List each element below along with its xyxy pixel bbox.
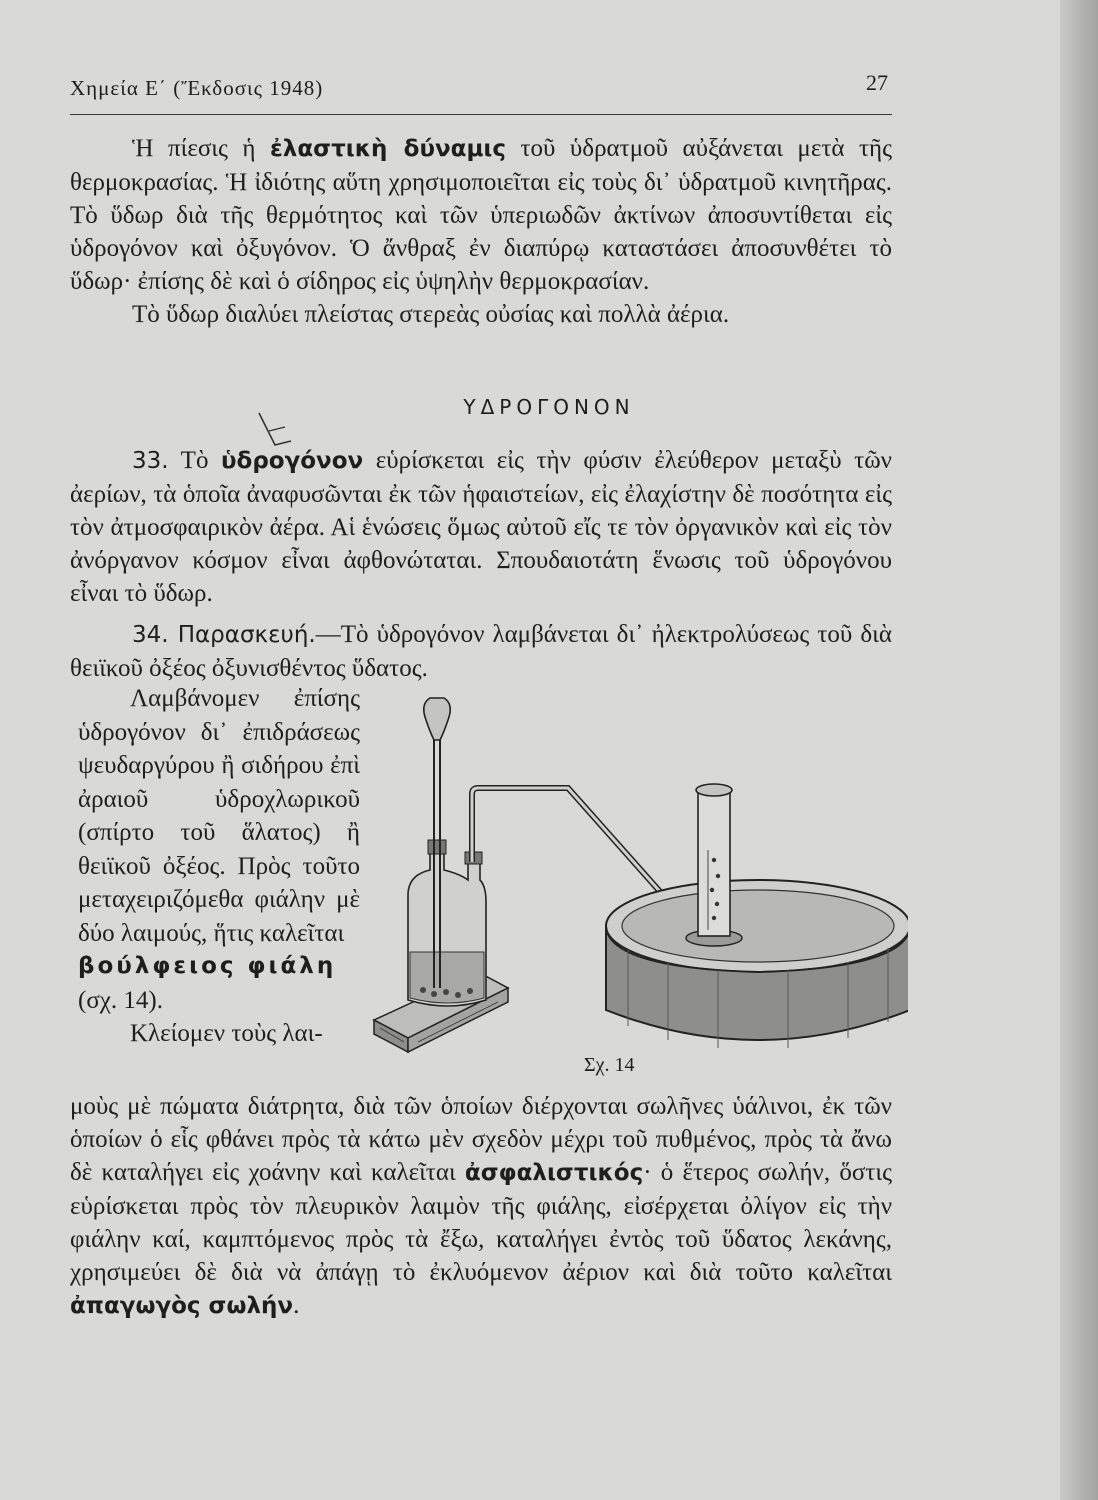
intro-text-b: τοῦ ὑδρατμοῦ αὐξάνεται μετὰ τῆς θερμοκρασίας. Ἡ ἰδιότης αὕτη χρησιμοποιεῖται εἰς τοὺς δι᾿ ὑδρατμοῦ κινητῆρας. Τὸ ὕδωρ διὰ τῆς θερμότητος καὶ τῶν ὑπεριωδῶν ἀκτίνων ἀποσυντίθεται εἰς ὑδρογόνον καὶ ὀξυγόνον. Ὁ ἄνθραξ ἐν διαπύρῳ καταστάσει ἀποσυνθέτει τὸ ὕδωρ· ἐπίσης δὲ καὶ ὁ σίδηρος εἰς ὑψηλὴν θερμοκρασίαν.: [70, 135, 892, 295]
page-gutter-shadow: [1060, 0, 1098, 1500]
paragraph-34-text: [70, 618, 892, 685]
paragraph-34-number: 34.: [132, 622, 169, 648]
closing-paragraph: [70, 1090, 892, 1323]
figure-caption: Σχ. 14: [584, 1054, 635, 1076]
paragraph-33: [70, 444, 892, 610]
intro-text-a: Ἡ πίεσις ἡ: [132, 135, 270, 162]
side-text-block: [78, 682, 360, 1051]
side-text-bold-term: βούλφειος φιάλη: [78, 953, 337, 979]
paragraph-34-heading: Παρασκευή.: [168, 622, 316, 648]
intro-block: [70, 132, 892, 331]
side-text-c: Κλείομεν τοὺς λαι-: [130, 1020, 323, 1047]
paragraph-33-text-b: εὑρίσκεται εἰς τὴν φύσιν ἐλεύθερον μεταξὺ τῶν ἀερίων, τὰ ὁποῖα ἀναφυσῶνται ἐκ τῶν ἡφαιστείων, εἰς ἐλαχίστην δὲ ποσότητα εἰς τὸν ἀτμοσφαιρικὸν ἀέρα. Αἱ ἑνώσεις ὅμως αὐτοῦ εἴς τε τὸν ὀργανικὸν καὶ εἰς τὸν ἀνόργανον κόσμον εἶναι ἀφθονώταται. Σπουδαιοτάτη ἕνωσις τοῦ ὑδρογόνου εἶναι τὸ ὕδωρ.: [70, 447, 892, 607]
paragraph-34: [70, 618, 892, 685]
side-text-a: Λαμβάνομεν ἐπίσης ὑδρογόνον δι᾿ ἐπιδράσεως ψευδαργύρου ἢ σιδήρου ἐπὶ ἀραιοῦ ὑδροχλωρικοῦ (σπίρτο τοῦ ἅλατος) ἢ θειϊκοῦ ὀξέος. Πρὸς τοῦτο μεταχειριζόμεθα φιάλην μὲ δύο λαιμούς, ἥτις καλεῖται: [78, 685, 360, 947]
paragraph-34-body: —Τὸ ὑδρογόνον λαμβάνεται δι᾿ ἠλεκτρολύσεως τοῦ διὰ θειϊκοῦ ὀξέος ὀξυνισθέντος ὕδατος.: [70, 621, 892, 682]
intro-paragraph-2: Τὸ ὕδωρ διαλύει πλείστας στερεὰς οὐσίας καὶ πολλὰ ἀέρια.: [132, 301, 730, 328]
closing-bold-term-2: ἀπαγωγὸς σωλήν: [70, 1293, 294, 1319]
paragraph-33-bold-term: ὑδρογόνον: [220, 448, 364, 474]
intro-paragraph-1: [70, 132, 892, 298]
page-number: 27: [866, 70, 888, 95]
closing-text-b: · ὁ ἕτερος σωλήν, ὅστις εὑρίσκεται πρὸς τὸν πλευρικὸν λαιμὸν τῆς φιάλης, εἰσέρχεται ὀλίγον εἰς τὴν φιάλην καί, καμπτόμενος πρὸς τὰ ἔξω, καταλήγει ἐντὸς τοῦ ὕδατος λεκάνης, χρησιμεύει δὲ διὰ νὰ ἀπάγῃ τὸ ἐκλυόμενον ἀέριον καὶ διὰ τοῦτο καλεῖται: [70, 1159, 892, 1286]
woulfe-bottle-icon: [408, 840, 486, 1006]
paragraph-33-text: [70, 444, 892, 610]
running-title: Χημεία Ε΄ (Ἔκδοσις 1948): [70, 76, 324, 100]
closing-bold-term-1: ἀσφαλιστικός: [464, 1160, 644, 1186]
water-trough-icon: [606, 880, 908, 1048]
closing-text-end: .: [293, 1292, 300, 1319]
woulfe-bottle-figure: [368, 690, 908, 1060]
closing-text-a: μοὺς μὲ πώματα διάτρητα, διὰ τῶν ὁποίων διέρχονται σωλῆνες ὑάλινοι, ἐκ τῶν ὁποίων ὁ εἷς φθάνει πρὸς τὰ κάτω μὲν σχεδὸν μέχρι τοῦ πυθμένος, πρὸς τὰ ἄνω δὲ καταλήγει εἰς χοάνην καὶ καλεῖται: [70, 1093, 892, 1186]
intro-bold-term: ἐλαστικὴ δύναμις: [270, 136, 506, 162]
paragraph-33-number: 33.: [132, 448, 169, 474]
page-header: [70, 70, 892, 115]
closing-text: [70, 1090, 892, 1323]
section-title: ΥΔΡΟΓΟΝΟΝ: [463, 395, 635, 419]
side-text-b: (σχ. 14).: [78, 986, 163, 1014]
paragraph-33-text-a: Τὸ: [168, 447, 221, 474]
